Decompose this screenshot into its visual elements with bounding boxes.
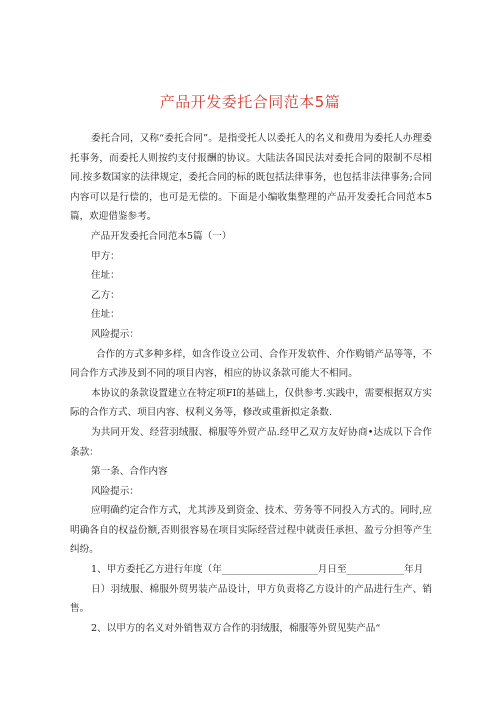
party-a-field: 甲方： (91, 250, 120, 262)
article-heading: 第一条、合作内容 (91, 466, 168, 478)
risk-paragraph: 应明确约定合作方式，尤其涉及到资金、技术、劳务等不同投入方式的。同时,应明确各自的权益份额,否则很容易在项目实际经营过程中就责任承担、盈亏分担等产生纠纷。 (70, 505, 432, 556)
purpose-paragraph: 为共同开发、经营羽绒服、棉服等外贸产品.经甲乙双方友好协商•达成以下合作条款： (70, 426, 432, 458)
party-a-address-field: 住址： (91, 270, 120, 282)
clause-item-1: 1、甲方委托乙方进行年度（年____________________月日至____________年月 (91, 564, 424, 576)
risk-paragraph: 合作的方式多种多样，如含作设立公司、合作开发软件、介作购销产品等等，不同合作方式涉及到不同的项目内容，相应的协议条款可能大不相同。 (70, 348, 432, 380)
section-title: 产品开发委托合同范本5篇（一） (91, 230, 232, 242)
party-b-field: 乙方： (91, 289, 120, 301)
risk-label: 风险提示： (91, 328, 139, 340)
risk-paragraph: 本协议的条款设置建立在特定项FI的基础上，仅供参考.实践中，需要根据双方实际的合作方式、项目内容、权利义务等，修改或重新拟定条数. (70, 387, 432, 419)
intro-paragraph: 委托合同，又称“委托合同”。是指受托人以委托人的名义和费用为委托人办理委托事务，而委托人则按约支付报酬的协议。大陆法各国民法对委托合同的限制不尽相同.按多数国家的法律规定，委托合同的标的既包括法律事务，也包括非法律事务;合同内容可以是行偿的，也可是无偿的。下面是小编收集整理的产品开发委托合同范本5篇，欢迎借鉴参考。 (70, 133, 432, 223)
clause-item-1-continued: 日）羽绒服、棉服外贸男装产品设计，甲方负责将乙方设计的产品进行生产、销售。 (70, 583, 432, 615)
party-b-address-field: 住址： (91, 309, 120, 321)
clause-item-2: 2、以甲方的名义对外销售双方合作的羽绒服，棉服等外贸见奘产品“ (91, 622, 381, 634)
document-body (70, 129, 432, 638)
risk-label: 风险提示： (91, 485, 139, 497)
document-title: 产品开发委托合同范本5篇 (159, 93, 341, 111)
